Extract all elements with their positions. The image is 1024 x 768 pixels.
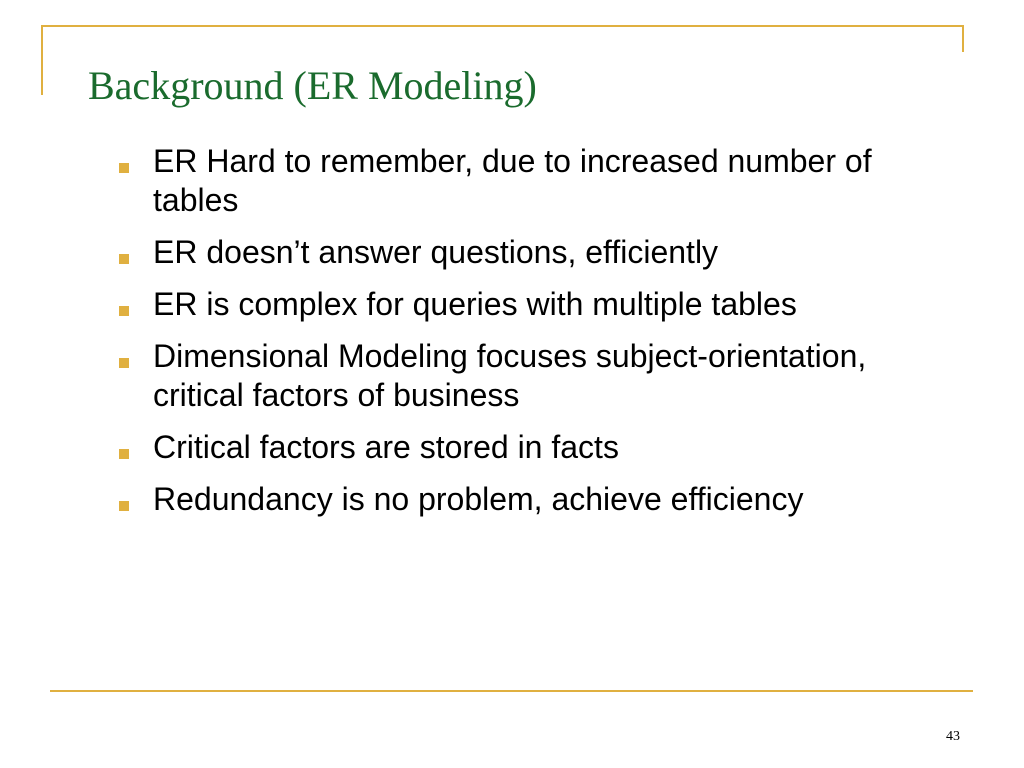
square-bullet-icon <box>119 449 129 459</box>
bullet-item <box>110 480 910 519</box>
footer-divider <box>50 690 973 692</box>
page-number: 43 <box>946 729 960 744</box>
bullet-item <box>110 428 910 467</box>
bullet-text: ER Hard to remember, due to increased number of tables <box>153 143 872 218</box>
bullet-text: Critical factors are stored in facts <box>153 429 619 465</box>
square-bullet-icon <box>119 254 129 264</box>
square-bullet-icon <box>119 501 129 511</box>
bullet-item <box>110 233 910 272</box>
slide-title: Background (ER Modeling) <box>88 63 537 108</box>
square-bullet-icon <box>119 358 129 368</box>
frame-left-line <box>41 25 43 95</box>
frame-top-line <box>41 25 964 27</box>
bullet-item <box>110 142 910 220</box>
bullet-text: Dimensional Modeling focuses subject-orientation, critical factors of business <box>153 338 867 413</box>
bullet-text: ER doesn’t answer questions, efficiently <box>153 234 719 270</box>
bullet-item <box>110 285 910 324</box>
bullet-list <box>110 142 910 532</box>
frame-right-line <box>962 25 964 52</box>
square-bullet-icon <box>119 306 129 316</box>
square-bullet-icon <box>119 163 129 173</box>
bullet-text: Redundancy is no problem, achieve efficiency <box>153 481 804 517</box>
bullet-item <box>110 337 910 415</box>
bullet-text: ER is complex for queries with multiple tables <box>153 286 797 322</box>
